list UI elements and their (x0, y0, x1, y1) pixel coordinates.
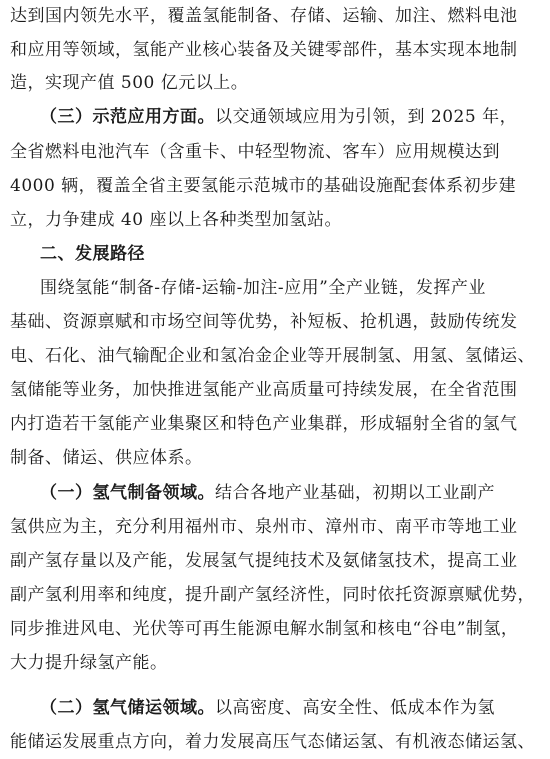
paragraph-line (10, 342, 540, 370)
paragraph-line (10, 513, 540, 541)
paragraph-line (10, 138, 540, 166)
paragraph-line (10, 2, 540, 30)
line-text: 基础、资源禀赋和市场空间等优势，补短板、抢机遇，鼓励传统发 (10, 312, 518, 332)
paragraph-line (40, 103, 550, 131)
subsection-heading: （一）氢气制备领域。 (40, 483, 215, 503)
paragraph-line (40, 694, 550, 722)
line-text: 内打造若干氢能产业集聚区和特色产业集群，形成辐射全省的氢气 (10, 414, 518, 434)
line-text: 氢供应为主，充分利用福州市、泉州市、漳州市、南平市等地工业 (10, 517, 518, 537)
section-heading: 二、发展路径 (40, 244, 145, 264)
line-text: 以高密度、高安全性、低成本作为氢 (215, 698, 495, 718)
line-text: 结合各地产业基础，初期以工业副产 (215, 483, 495, 503)
paragraph-line (10, 649, 540, 677)
line-text: 以交通领域应用为引领，到 2025 年， (215, 107, 518, 127)
line-text: 达到国内领先水平，覆盖氢能制备、存储、运输、加注、燃料电池 (10, 6, 518, 26)
line-text: 同步推进风电、光伏等可再生能源电解水制氢和核电“谷电”制氢， (10, 619, 519, 639)
line-text: 副产氢存量以及产能，发展氢气提纯技术及氨储氢技术，提高工业 (10, 551, 518, 571)
paragraph-line (40, 240, 550, 268)
line-text: 造，实现产值 500 亿元以上。 (10, 73, 249, 93)
line-text: 4000 辆，覆盖全省主要氢能示范城市的基础设施配套体系初步建 (10, 176, 517, 196)
paragraph-line (10, 615, 540, 643)
line-text: 围绕氢能“制备-存储-运输-加注-应用”全产业链，发挥产业 (40, 278, 486, 298)
paragraph-line (10, 547, 540, 575)
line-text: 制备、储运、供应体系。 (10, 448, 203, 468)
line-text: 大力提升绿氢产能。 (10, 653, 168, 673)
paragraph-line (10, 206, 540, 234)
paragraph-line (10, 376, 540, 404)
line-text: 和应用等领域，氢能产业核心装备及关键零部件，基本实现本地制 (10, 40, 518, 60)
subsection-heading: （三）示范应用方面。 (40, 107, 215, 127)
paragraph-line (10, 69, 540, 97)
paragraph-line (10, 172, 540, 200)
paragraph-line (10, 36, 540, 64)
line-text: 立，力争建成 40 座以上各种类型加氢站。 (10, 210, 342, 230)
subsection-heading: （二）氢气储运领域。 (40, 698, 215, 718)
paragraph-line (10, 728, 540, 756)
paragraph-line (10, 581, 540, 609)
line-text: 氢储能等业务，加快推进氢能产业高质量可持续发展，在全省范围 (10, 380, 518, 400)
paragraph-line (10, 308, 540, 336)
line-text: 全省燃料电池汽车（含重卡、中轻型物流、客车）应用规模达到 (10, 142, 500, 162)
paragraph-line (10, 444, 540, 472)
line-text: 能储运发展重点方向，着力发展高压气态储运氢、有机液态储运氢、 (10, 732, 535, 752)
paragraph-line (40, 479, 550, 507)
paragraph-line (40, 274, 550, 302)
line-text: 电、石化、油气输配企业和氢冶金企业等开展制氢、用氢、氢储运、 (10, 346, 535, 366)
paragraph-line (10, 410, 540, 438)
line-text: 副产氢利用率和纯度，提升副产氢经济性，同时依托资源禀赋优势， (10, 585, 535, 605)
